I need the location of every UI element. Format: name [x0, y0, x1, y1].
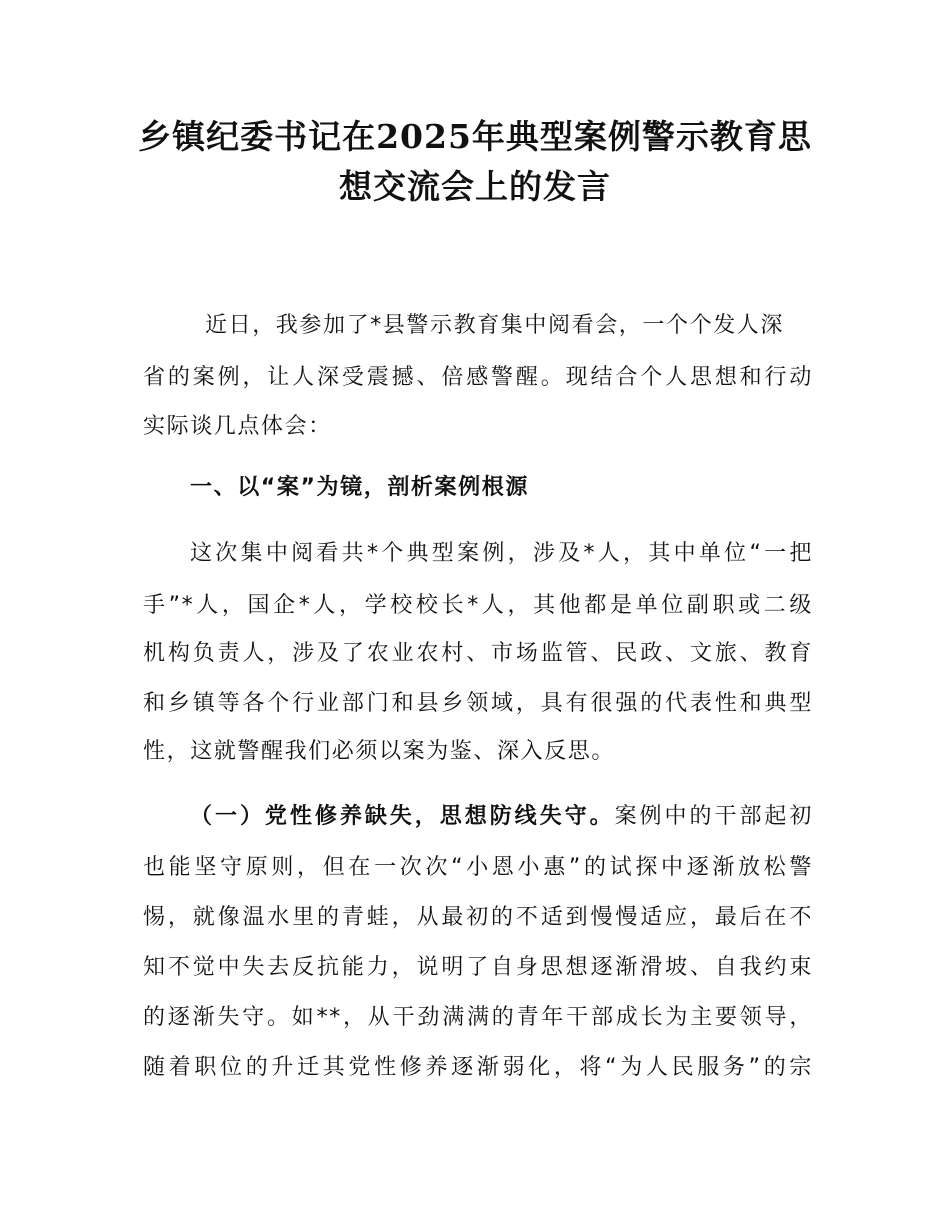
- para2-line-1-rest: 案例中的干部起初: [614, 804, 813, 829]
- para1-line-5: 性，这就警醒我们必须以案为鉴、深入反思。: [143, 739, 616, 764]
- para2-line-5: 的逐渐失守。如**，从干劲满满的青年干部成长为主要领导，: [143, 1005, 813, 1030]
- para2-line-6: 随着职位的升迁其党性修养逐渐弱化，将“为人民服务”的宗: [143, 1055, 813, 1080]
- para1-line-4: 和乡镇等各个行业部门和县乡领域，具有很强的代表性和典型: [143, 691, 813, 716]
- para1-line-3: 机构负责人，涉及了农业农村、市场监管、民政、文旅、教育: [143, 641, 813, 666]
- para2-line-3: 惕，就像温水里的青蛙，从最初的不适到慢慢适应，最后在不: [143, 905, 813, 930]
- intro-line-2: 省的案例，让人深受震撼、倍感警醒。现结合个人思想和行动: [143, 365, 813, 390]
- title-line-2: 想交流会上的发言: [339, 167, 611, 206]
- para2-line-1: [190, 802, 813, 832]
- intro-line-3: 实际谈几点体会：: [143, 414, 332, 439]
- para2-line-2: 也能坚守原则，但在一次次“小恩小惠”的试探中逐渐放松警: [143, 855, 813, 880]
- para2-bold-heading: （一）党性修养缺失，思想防线失守。: [190, 804, 615, 829]
- section-heading-1: 一、以“案”为镜，剖析案例根源: [190, 475, 529, 500]
- title-line-1: 乡镇纪委书记在2025年典型案例警示教育思: [138, 117, 812, 156]
- document-title: [120, 112, 830, 212]
- para2-line-4: 知不觉中失去反抗能力，说明了自身思想逐渐滑坡、自我约束: [143, 955, 813, 980]
- para1-line-1: 这次集中阅看共*个典型案例，涉及*人，其中单位“一把: [190, 541, 813, 566]
- para1-line-2: 手”*人，国企*人，学校校长*人，其他都是单位副职或二级: [143, 593, 813, 618]
- intro-line-1: 近日，我参加了*县警示教育集中阅看会，一个个发人深: [205, 313, 785, 338]
